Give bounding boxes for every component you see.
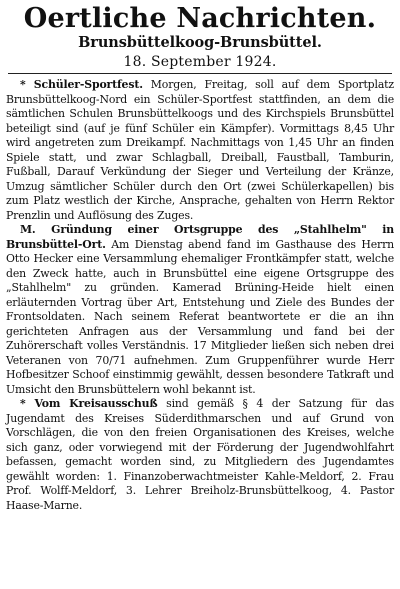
locality-subtitle: Brunsbüttelkoog-Brunsbüttel. — [78, 34, 322, 51]
article-kreisausschuss — [6, 397, 394, 513]
article-stahlhelm-ortsgruppe — [6, 223, 394, 397]
article-lead: M. Gründung einer Ortsgruppe des „Stahlhelm" in Brunsbüttel-Ort. — [6, 223, 394, 251]
article-schueler-sportfest — [6, 78, 394, 223]
section-title: Oertliche Nachrichten. — [23, 3, 377, 34]
article-body: Am Dienstag abend fand im Gasthause des Herrn Otto Hecker eine Versammlung ehemaliger Frontkämpfer statt, welche den Zweck hatte, auch in Brunsbüttel eine eigene Ortsgruppe des „Stahlhelm" zu gründen. Kamerad Brüning-Heide hielt einen erläuternden Vortrag über Art, Entstehung und Ziele des Bundes der Frontsoldaten. Nach seinem Referat beantwortete er die an ihn gerichteten Anfragen aus der Versammlung und fand bei der Zuhörerschaft volles Verständnis. 17 Mitglieder ließen sich neben drei Veteranen von 70/71 aufnehmen. Zum Gruppenführer wurde Herr Hofbesitzer Schoof einstimmig gewählt, dessen besondere Tatkraft und Umsicht den Brunsbüttelern wohl bekannt ist. — [6, 237, 394, 396]
article-lead: * Schüler-Sportfest. — [20, 78, 143, 91]
article-body: Morgen, Freitag, soll auf dem Sportplatz Brunsbüttelkoog-Nord ein Schüler-Sportfest stattfinden, an dem die sämtlichen Schulen Brunsbüttelkoogs und des Kirchspiels Brunsbüttel beteiligt sind (auf je fünf Schüler ein Kämpfer). Vormittags 8,45 Uhr wird angetreten zum Dreikampf. Nachmittags von 1,45 Uhr an finden Spiele statt, und zwar Schlagball, Dreiball, Faustball, Tamburin, Fußball, Darauf Verkündung der Sieger und Verteilung der Kränze, Umzug sämtlicher Schüler durch den Ort (zwei Schülerkapellen) bis zum Platz westlich der Kirche, Ansprache, gehalten von Herrn Rektor Prenzlin und Auflösung des Zuges. — [6, 78, 394, 222]
article-lead: * Vom Kreisausschuß — [20, 397, 158, 410]
dateline: 18. September 1924. — [123, 54, 277, 70]
divider — [8, 73, 392, 74]
article-body: sind gemäß § 4 der Satzung für das Jugendamt des Kreises Süderdithmarschen und auf Grund von Vorschlägen, die von den freien Organisationen des Kreises, welche sich ganz, oder vorwiegend mit der Förderung der Jugendwohlfahrt befassen, gemacht worden sind, zu Mitgliedern des Jugendamtes gewählt worden: 1. Finanzoberwachtmeister Kahle-Meldorf, 2. Frau Prof. Wolff-Meldorf, 3. Lehrer Breiholz-Brunsbüttelkoog, 4. Pastor Haase-Marne. — [6, 397, 395, 512]
